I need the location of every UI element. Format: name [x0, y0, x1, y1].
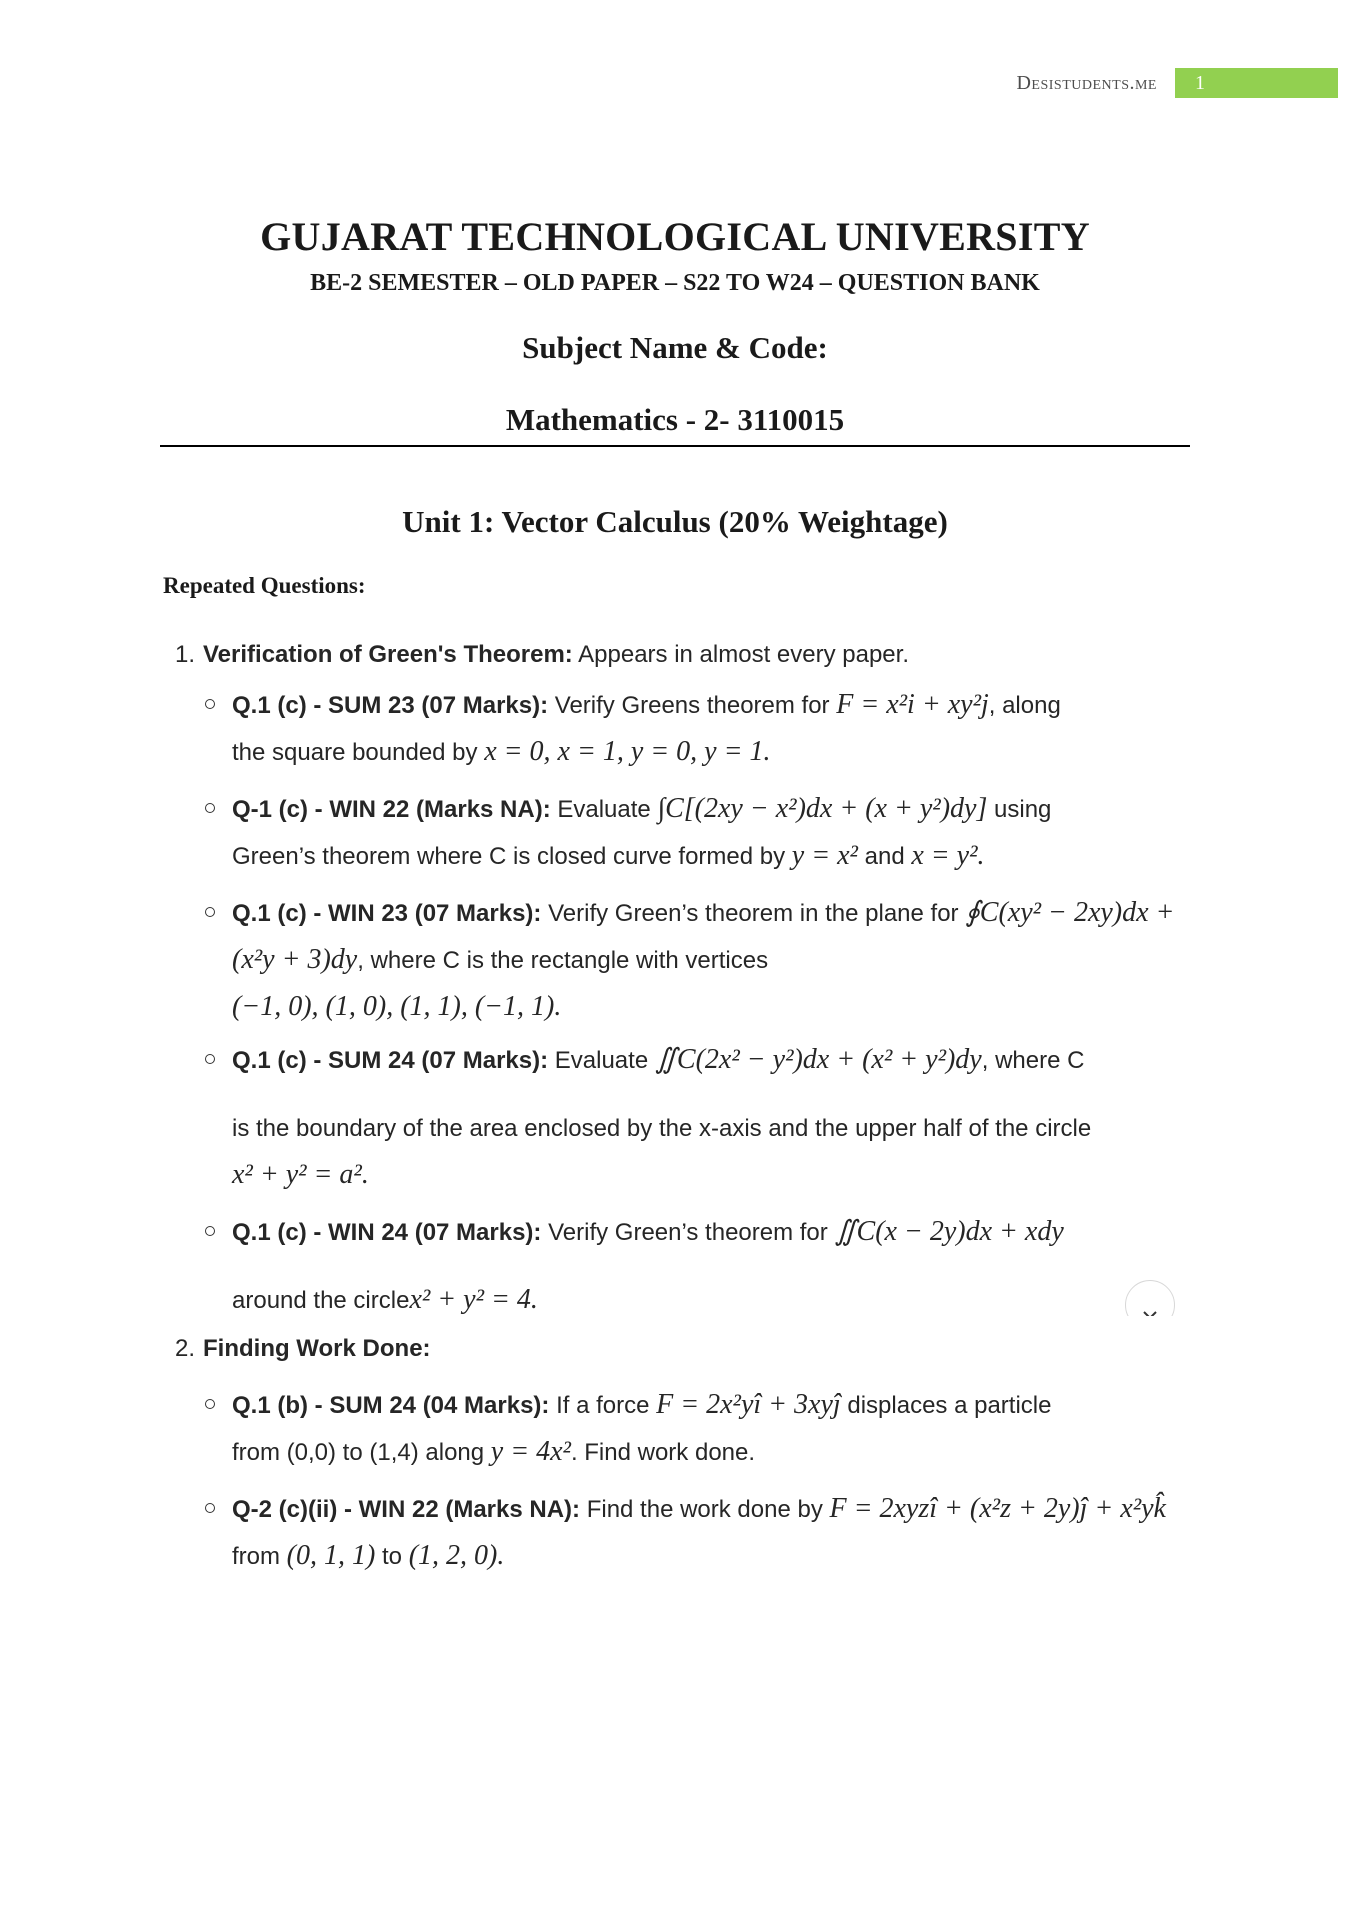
bullet-icon — [205, 907, 215, 917]
unit-title: Unit 1: Vector Calculus (20% Weightage) — [402, 504, 948, 539]
math-expression: x = 0, x = 1, y = 0, y = 1. — [484, 736, 771, 767]
question-text: displaces a particle — [840, 1392, 1052, 1419]
topic-note: Appears in almost every paper. — [572, 641, 909, 668]
site-name: Desistudents.me — [1016, 71, 1157, 94]
title-block — [160, 212, 1190, 440]
bullet-icon — [205, 699, 215, 709]
math-expression: F = 2x²yî + 3xyĵ — [656, 1389, 841, 1420]
topic-number: 2. — [175, 1335, 196, 1362]
question-label: Q.1 (c) - SUM 24 (07 Marks): — [232, 1047, 549, 1074]
math-expression: ∫C[(2xy − x²)dx + (x + y²)dy] — [657, 793, 988, 824]
topic-title: Finding Work Done: — [203, 1335, 431, 1362]
math-expression: x² + y² = a². — [232, 1159, 369, 1190]
question-item — [175, 890, 1205, 1031]
question-list — [175, 638, 1205, 1580]
question-text: from (0,0) to (1,4) along — [232, 1439, 491, 1466]
bullet-icon — [205, 1226, 215, 1236]
math-expression: x = y². — [911, 840, 985, 871]
topic-text — [203, 1332, 431, 1366]
topic-heading — [175, 1332, 1205, 1366]
question-label: Q-2 (c)(ii) - WIN 22 (Marks NA): — [232, 1496, 581, 1523]
question-text: and — [857, 843, 912, 870]
question-text: to — [375, 1543, 409, 1570]
bullet-icon — [205, 1399, 215, 1409]
question-label: Q.1 (c) - WIN 23 (07 Marks): — [232, 900, 542, 927]
overlay-mask — [1110, 1316, 1190, 1336]
page-number: 1 — [1195, 71, 1205, 94]
question-item — [175, 682, 1205, 776]
question-label: Q.1 (c) - SUM 23 (07 Marks): — [232, 692, 549, 719]
question-text: If a force — [549, 1392, 657, 1419]
math-expression: F = x²i + xy²j — [836, 689, 989, 720]
repeated-questions-label: Repeated Questions: — [163, 573, 366, 598]
question-text: Verify Green’s theorem for — [541, 1219, 835, 1246]
topic-number: 1. — [175, 641, 196, 668]
math-expression: (1, 2, 0). — [408, 1540, 505, 1571]
question-text: Evaluate — [550, 796, 658, 823]
question-item — [175, 1209, 1205, 1324]
question-item — [175, 1382, 1205, 1476]
bullet-icon — [205, 803, 215, 813]
question-text: , where C is the rectangle with vertices — [357, 947, 769, 974]
math-expression: ∮C(xy² − 2xy)dx + (x²y + 3)dy — [232, 897, 1175, 975]
math-expression: ∬C(x − 2y)dx + xdy — [834, 1216, 1064, 1247]
question-text: is the boundary of the area enclosed by the x-axis and the upper half of the circle — [232, 1115, 1092, 1142]
university-title: GUJARAT TECHNOLOGICAL UNIVERSITY — [260, 214, 1090, 259]
question-text: , where C — [981, 1047, 1085, 1074]
math-expression: (0, 1, 1) — [286, 1540, 376, 1571]
paper-subtitle: BE-2 SEMESTER – OLD PAPER – S22 TO W24 – QUESTION BANK — [310, 270, 1040, 296]
question-item — [175, 1486, 1205, 1580]
question-text: Green’s theorem where C is closed curve formed by — [232, 843, 792, 870]
question-text: . Find work done. — [570, 1439, 756, 1466]
question-text: Verify Green’s theorem in the plane for — [541, 900, 966, 927]
question-text: , along — [988, 692, 1061, 719]
math-expression: (−1, 0), (1, 0), (1, 1), (−1, 1). — [232, 991, 562, 1022]
question-text: Find the work done by — [580, 1496, 830, 1523]
question-label: Q-1 (c) - WIN 22 (Marks NA): — [232, 796, 551, 823]
topic-text — [203, 638, 909, 672]
question-text: the square bounded by — [232, 739, 485, 766]
question-text: from — [232, 1543, 287, 1570]
math-expression: y = x² — [791, 840, 858, 871]
math-expression: y = 4x² — [490, 1436, 571, 1467]
topic-heading — [175, 638, 1205, 672]
question-text: using — [987, 796, 1052, 823]
math-expression: ∬C(2x² − y²)dx + (x² + y²)dy — [654, 1044, 982, 1075]
subject-value: Mathematics - 2- 3110015 — [505, 402, 845, 437]
question-label: Q.1 (c) - WIN 24 (07 Marks): — [232, 1219, 542, 1246]
math-expression: x² + y² = 4. — [409, 1284, 538, 1315]
bullet-icon — [205, 1503, 215, 1513]
title-divider — [160, 445, 1190, 447]
question-item — [175, 1037, 1205, 1199]
page-header — [1016, 68, 1338, 98]
question-text: around the circle — [232, 1287, 410, 1314]
question-label: Q.1 (b) - SUM 24 (04 Marks): — [232, 1392, 550, 1419]
bullet-icon — [205, 1054, 215, 1064]
question-text: Evaluate — [548, 1047, 655, 1074]
question-item — [175, 786, 1205, 880]
question-text: Verify Greens theorem for — [548, 692, 837, 719]
topic-title: Verification of Green's Theorem: — [203, 641, 573, 668]
math-expression: F = 2xyzî + (x²z + 2y)ĵ + x²yk̂ — [829, 1493, 1166, 1524]
subject-label: Subject Name & Code: — [522, 330, 828, 365]
page-number-badge — [1175, 68, 1338, 98]
